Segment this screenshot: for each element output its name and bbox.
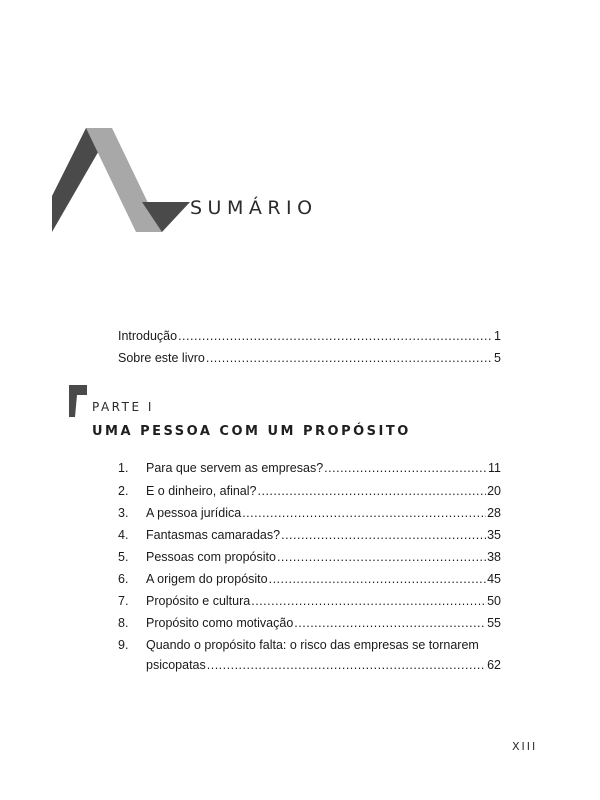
chapter-number: 3.: [118, 506, 129, 520]
chapter-number: 5.: [118, 550, 129, 564]
chapter-number: 8.: [118, 616, 129, 630]
chapter-page: 28: [487, 506, 501, 520]
toc-chapter-6[interactable]: [118, 571, 501, 587]
toc-entry-title: Sobre este livro: [118, 351, 205, 365]
part-marker-icon: [69, 385, 87, 417]
chapter-number: 2.: [118, 484, 129, 498]
chapter-title: Propósito como motivação: [146, 616, 294, 630]
chapter-page: 35: [487, 528, 501, 542]
chapter-page: 45: [487, 572, 501, 586]
chapter-title-continuation: psicopatas: [146, 658, 206, 672]
toc-chapter-5[interactable]: [118, 549, 501, 565]
chapter-page: 50: [487, 594, 501, 608]
chapter-number: 9.: [118, 638, 129, 652]
toc-entry-sobre[interactable]: [118, 350, 501, 366]
toc-chapter-4[interactable]: [118, 527, 501, 543]
toc-entry-page: 1: [494, 329, 501, 343]
page-title: SUMÁRIO: [190, 197, 318, 219]
part-title: UMA PESSOA COM UM PROPÓSITO: [92, 424, 411, 439]
leader-dots: [294, 615, 486, 631]
chapter-page: 62: [487, 658, 501, 672]
part-label: PARTE I: [92, 400, 154, 414]
leader-dots: [269, 571, 486, 587]
toc-chapter-2[interactable]: [118, 483, 501, 499]
toc-chapter-8[interactable]: [118, 615, 501, 631]
toc-entry-page: 5: [494, 351, 501, 365]
chapter-logo-icon: [52, 128, 192, 232]
toc-chapter-9[interactable]: [118, 637, 501, 653]
leader-dots: [277, 549, 486, 565]
toc-chapter-1[interactable]: [118, 460, 501, 476]
toc-entry-title: Introdução: [118, 329, 178, 343]
leader-dots: [258, 483, 487, 499]
toc-chapter-3[interactable]: [118, 505, 501, 521]
chapter-title: A origem do propósito: [146, 572, 268, 586]
toc-chapter-7[interactable]: [118, 593, 501, 609]
chapter-number: 4.: [118, 528, 129, 542]
chapter-title: Fantasmas camaradas?: [146, 528, 281, 542]
chapter-title: Para que servem as empresas?: [146, 461, 324, 475]
leader-dots: [206, 350, 493, 366]
chapter-page: 20: [487, 484, 501, 498]
chapter-page: 38: [487, 550, 501, 564]
chapter-title: Quando o propósito falta: o risco das empresas se tornarem: [146, 638, 479, 652]
toc-entry-introducao[interactable]: [118, 328, 501, 344]
leader-dots: [251, 593, 486, 609]
chapter-title: E o dinheiro, afinal?: [146, 484, 257, 498]
leader-dots: [281, 527, 486, 543]
chapter-number: 7.: [118, 594, 129, 608]
chapter-page: 11: [488, 461, 501, 475]
page-number: XIII: [512, 740, 538, 753]
leader-dots: [178, 328, 493, 344]
chapter-number: 6.: [118, 572, 129, 586]
chapter-title: Pessoas com propósito: [146, 550, 276, 564]
chapter-title: Propósito e cultura: [146, 594, 251, 608]
leader-dots: [242, 505, 486, 521]
chapter-title: A pessoa jurídica: [146, 506, 242, 520]
chapter-number: 1.: [118, 461, 129, 475]
leader-dots: [207, 657, 486, 673]
toc-chapter-9-continuation[interactable]: [146, 657, 501, 673]
chapter-page: 55: [487, 616, 501, 630]
leader-dots: [324, 460, 487, 476]
